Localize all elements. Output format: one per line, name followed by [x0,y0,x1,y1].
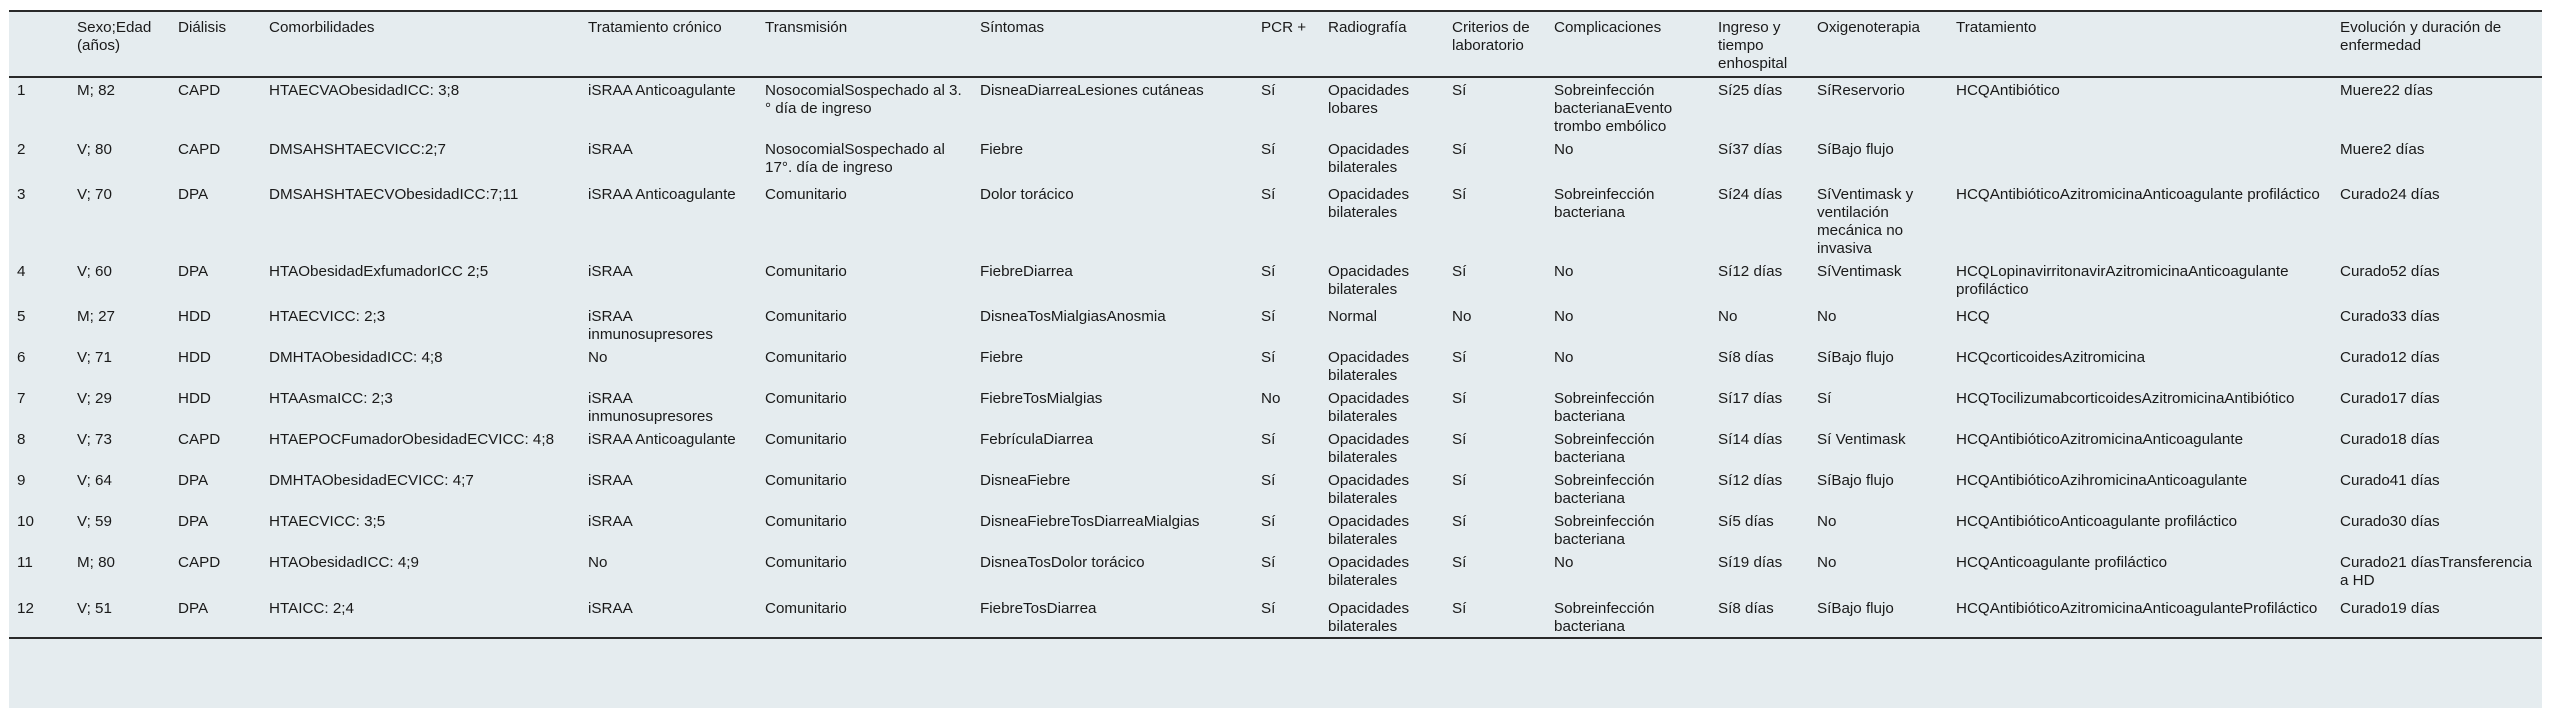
table-cell: 9 [17,472,26,489]
table-cell: DPA [178,472,209,489]
table-cell: Sobreinfección bacteriana [1554,513,1655,548]
table-header-row [9,11,2542,77]
column-header: Sexo;Edad (años) [69,11,170,77]
table-cell: Opacidades bilaterales [1328,390,1410,425]
table-cell: FebrículaDiarrea [980,431,1094,448]
table-cell: DMSAHSHTAECVICC:2;7 [269,141,446,158]
table-cell: Sí [1817,390,1832,407]
table-cell: Sobreinfección bacteriana [1554,431,1655,466]
table-row [9,550,2542,596]
table-cell: Sí [1452,554,1467,571]
table-cell: DMHTAObesidadICC: 4;8 [269,349,443,366]
table-cell: 4 [17,263,26,280]
table-cell: HCQAntibiótico [1956,82,2060,99]
table-cell: Sí [1261,554,1276,571]
table-cell: SíBajo flujo [1809,596,1948,638]
table-cell: HDD [178,308,211,325]
table-cell: V; 80 [77,141,112,158]
table-cell: Sí [1261,431,1276,448]
table-cell: Sí [1452,263,1467,280]
table-cell: Opacidades lobares [1328,82,1410,117]
table-cell: iSRAA inmunosupresores [588,308,713,343]
table-cell: M; 27 [77,308,115,325]
table-cell: iSRAA Anticoagulante [588,82,736,99]
table-cell: V; 29 [77,390,112,407]
table-cell: 1 [17,82,26,99]
table-cell: Curado21 díasTransferencia a HD [2340,554,2532,589]
table-cell: No [1554,554,1574,571]
table-cell: 10 [17,513,34,530]
table-cell: Comunitario [765,431,847,448]
table-body [9,77,2542,638]
column-header: Tratamiento [1948,11,2332,77]
table-cell: Muere2 días [2340,141,2425,158]
table-cell: No [1554,263,1574,280]
table-cell: DPA [170,596,261,638]
table-cell: Sí12 días [1718,263,1783,280]
table-row [9,182,2542,259]
table-cell: Sí [1452,349,1467,366]
table-cell: HDD [178,390,211,407]
table-cell: FiebreTosMialgias [980,390,1103,407]
table-cell: iSRAA [588,141,633,158]
table-cell: Sí [1452,82,1467,99]
table-cell: No [1554,141,1574,158]
table-cell: Comunitario [765,390,847,407]
table-cell: DisneaTosDolor torácico [980,554,1145,571]
table-cell: Sí25 días [1718,82,1783,99]
table-cell: Opacidades bilaterales [1328,349,1410,384]
table-cell: No [1554,349,1574,366]
table-cell: SíVentimask [1817,263,1902,280]
table-cell: Curado30 días [2340,513,2440,530]
column-header: PCR + [1253,11,1320,77]
table-cell: V; 51 [69,596,170,638]
table-cell: Normal [1328,308,1377,325]
table-row [9,304,2542,345]
table-row [9,345,2542,386]
table-cell: Sí [1452,513,1467,530]
table-cell: FiebreTosDiarrea [972,596,1253,638]
table-cell: No [1452,308,1472,325]
table-cell: HDD [178,349,211,366]
table-cell: iSRAA Anticoagulante [588,431,736,448]
table-cell: HCQAntibióticoAnticoagulante profiláctico [1956,513,2238,530]
table-cell: iSRAA [580,596,757,638]
column-header: Criterios de laboratorio [1444,11,1546,77]
table-cell: Comunitario [765,554,847,571]
table-row [9,386,2542,427]
table-cell: Sí17 días [1718,390,1783,407]
table-cell: HTAObesidadExfumadorICC 2;5 [269,263,489,280]
table-cell: SíReservorio [1817,82,1905,99]
table-cell: Comunitario [765,308,847,325]
table-cell: 2 [17,141,26,158]
table-cell: iSRAA Anticoagulante [588,186,736,203]
table-row [9,259,2542,304]
table-cell: No [1261,390,1281,407]
table-cell: Comunitario [757,596,972,638]
column-header: Transmisión [757,11,972,77]
table-cell: V; 64 [77,472,112,489]
table-cell: CAPD [178,82,221,99]
table-cell: No [588,554,608,571]
table-cell: Comunitario [765,263,847,280]
table-cell: 5 [17,308,26,325]
table-cell: SíBajo flujo [1817,349,1894,366]
table-cell: Sí [1452,431,1467,448]
table-cell: V; 70 [77,186,112,203]
table-cell: Sobreinfección bacteriana [1554,472,1655,507]
table-cell: 12 [9,596,69,638]
table-cell: Sí [1261,186,1276,203]
table-cell: HTAAsmaICC: 2;3 [269,390,393,407]
table-cell: DPA [178,513,209,530]
table-cell: HTAECVICC: 3;5 [269,513,386,530]
table-cell: Curado24 días [2340,186,2440,203]
table-cell: DisneaTosMialgiasAnosmia [980,308,1166,325]
table-cell: Curado33 días [2340,308,2440,325]
table-cell: Opacidades bilaterales [1328,513,1410,548]
table-cell: Curado17 días [2340,390,2440,407]
table-cell: Dolor torácico [980,186,1074,203]
table-cell: Curado18 días [2340,431,2440,448]
table-cell: iSRAA [588,513,633,530]
table-cell: Comunitario [765,513,847,530]
table-cell: 11 [17,554,33,571]
table-cell: Curado19 días [2332,596,2542,638]
table-cell: V; 73 [77,431,112,448]
table-cell: DisneaFiebreTosDiarreaMialgias [980,513,1200,530]
table-cell: Muere22 días [2340,82,2433,99]
table-cell: Sobreinfección bacteriana [1546,596,1710,638]
table-cell: Comunitario [765,472,847,489]
table-cell: V; 71 [77,349,112,366]
table-row [9,468,2542,509]
column-header: Complicaciones [1546,11,1710,77]
table-cell: M; 82 [77,82,115,99]
table-cell: Opacidades bilaterales [1328,186,1410,221]
table-cell: DisneaFiebre [980,472,1071,489]
table-row [9,427,2542,468]
table-cell: DPA [178,186,209,203]
table-cell: CAPD [178,141,221,158]
table-cell: Curado52 días [2340,263,2440,280]
table-cell: Sí [1261,82,1276,99]
table-cell: Sí [1261,263,1276,280]
table-cell: Curado41 días [2340,472,2440,489]
table-cell [1948,137,2332,182]
table-cell: Sí14 días [1718,431,1783,448]
table-cell: HCQcorticoidesAzitromicina [1956,349,2146,366]
table-cell: HTAECVAObesidadICC: 3;8 [269,82,460,99]
table-cell: CAPD [178,554,221,571]
table-cell: 6 [17,349,26,366]
table-cell: HTAECVICC: 2;3 [269,308,386,325]
table-cell: 8 [17,431,26,448]
table-row [9,509,2542,550]
table-cell: Sobreinfección bacteriana [1554,186,1655,221]
table-cell: HTAEPOCFumadorObesidadECVICC: 4;8 [269,431,555,448]
table-cell: HTAObesidadICC: 4;9 [269,554,419,571]
table-cell: HCQAntibióticoAzitromicinaAnticoagulante profiláctico [1956,186,2320,203]
table-cell: 7 [17,390,26,407]
table-cell: Fiebre [980,141,1024,158]
table-cell: Opacidades bilaterales [1328,263,1410,298]
table-cell: HCQAntibióticoAzitromicinaAnticoagulanteProfiláctico [1948,596,2332,638]
table-cell: Sí12 días [1718,472,1783,489]
column-header: Diálisis [170,11,261,77]
table-cell: SíBajo flujo [1817,141,1894,158]
table-cell: CAPD [178,431,221,448]
table-cell: M; 80 [77,554,115,571]
table-cell: No [588,349,608,366]
table-cell: No [1554,308,1574,325]
table-cell: Sí5 días [1718,513,1774,530]
table-cell: HTAICC: 2;4 [261,596,580,638]
table-cell: Sí8 días [1710,596,1809,638]
table-cell: NosocomialSospechado al 3.° día de ingreso [765,82,962,117]
table-cell: No [1718,308,1738,325]
column-header: Oxigenoterapia [1809,11,1948,77]
clinical-cases-table [9,10,2542,639]
table-cell: Opacidades bilaterales [1320,596,1444,638]
table-cell: HCQAntibióticoAzihromicinaAnticoagulante [1956,472,2248,489]
table-cell: Sí8 días [1718,349,1774,366]
table-cell: Opacidades bilaterales [1328,431,1410,466]
table-cell: Curado12 días [2340,349,2440,366]
column-header: Radiografía [1320,11,1444,77]
table-container [9,10,2542,708]
table-cell: Sí24 días [1718,186,1783,203]
table-cell: DMHTAObesidadECVICC: 4;7 [269,472,474,489]
table-cell: NosocomialSospechado al 17°. día de ingreso [765,141,945,176]
table-cell: Comunitario [765,349,847,366]
table-cell: HCQTocilizumabcorticoidesAzitromicinaAntibiótico [1956,390,2295,407]
table-cell: Sí [1452,472,1467,489]
table-cell: Sí19 días [1718,554,1783,571]
table-cell: Comunitario [765,186,847,203]
table-cell: iSRAA [588,263,633,280]
table-cell: Sí [1253,596,1320,638]
table-cell: Sí [1444,596,1546,638]
table-cell: SíVentimask y ventilación mecánica no invasiva [1817,186,1914,257]
table-cell: Sí [1452,390,1467,407]
table-cell: DMSAHSHTAECVObesidadICC:7;11 [269,186,519,203]
table-cell: FiebreDiarrea [980,263,1073,280]
table-cell: Fiebre [980,349,1024,366]
table-cell: No [1817,554,1837,571]
table-cell: Sí [1261,513,1276,530]
table-cell: V; 60 [77,263,112,280]
table-cell: 3 [17,186,26,203]
column-header: Evolución y duración de enfermedad [2332,11,2542,77]
table-cell: Sí [1452,141,1467,158]
table-cell: HCQAntibióticoAzitromicinaAnticoagulante [1956,431,2244,448]
column-header: Síntomas [972,11,1253,77]
table-cell: Sobreinfección bacterianaEvento trombo embólico [1554,82,1673,135]
column-header: Comorbilidades [261,11,580,77]
table-cell: Sobreinfección bacteriana [1554,390,1655,425]
table-cell: Opacidades bilaterales [1328,472,1410,507]
table-cell: iSRAA inmunosupresores [588,390,713,425]
table-cell: V; 59 [77,513,112,530]
table-cell: Opacidades bilaterales [1328,141,1410,176]
table-cell: DPA [178,263,209,280]
table-cell: No [1817,308,1837,325]
column-header: Tratamiento crónico [580,11,757,77]
table-cell: Sí [1261,349,1276,366]
table-cell: Sí [1261,141,1276,158]
table-cell: iSRAA [588,472,633,489]
table-cell: Sí [1261,472,1276,489]
column-header: Ingreso y tiempo enhospital [1710,11,1809,77]
table-cell: No [1817,513,1837,530]
table-cell: HCQ [1956,308,1990,325]
table-cell: Sí Ventimask [1817,431,1906,448]
table-cell: Sí37 días [1718,141,1783,158]
column-header [9,11,69,77]
table-cell: DisneaDiarreaLesiones cutáneas [980,82,1204,99]
table-row [9,596,2542,638]
table-row [9,77,2542,137]
table-row [9,137,2542,182]
table-cell: HCQLopinavirritonavirAzitromicinaAnticoagulante profiláctico [1956,263,2289,298]
table-cell: Sí [1261,308,1276,325]
table-cell: Opacidades bilaterales [1328,554,1410,589]
table-cell: Sí [1452,186,1467,203]
table-cell: HCQAnticoagulante profiláctico [1956,554,2168,571]
table-cell: SíBajo flujo [1817,472,1894,489]
